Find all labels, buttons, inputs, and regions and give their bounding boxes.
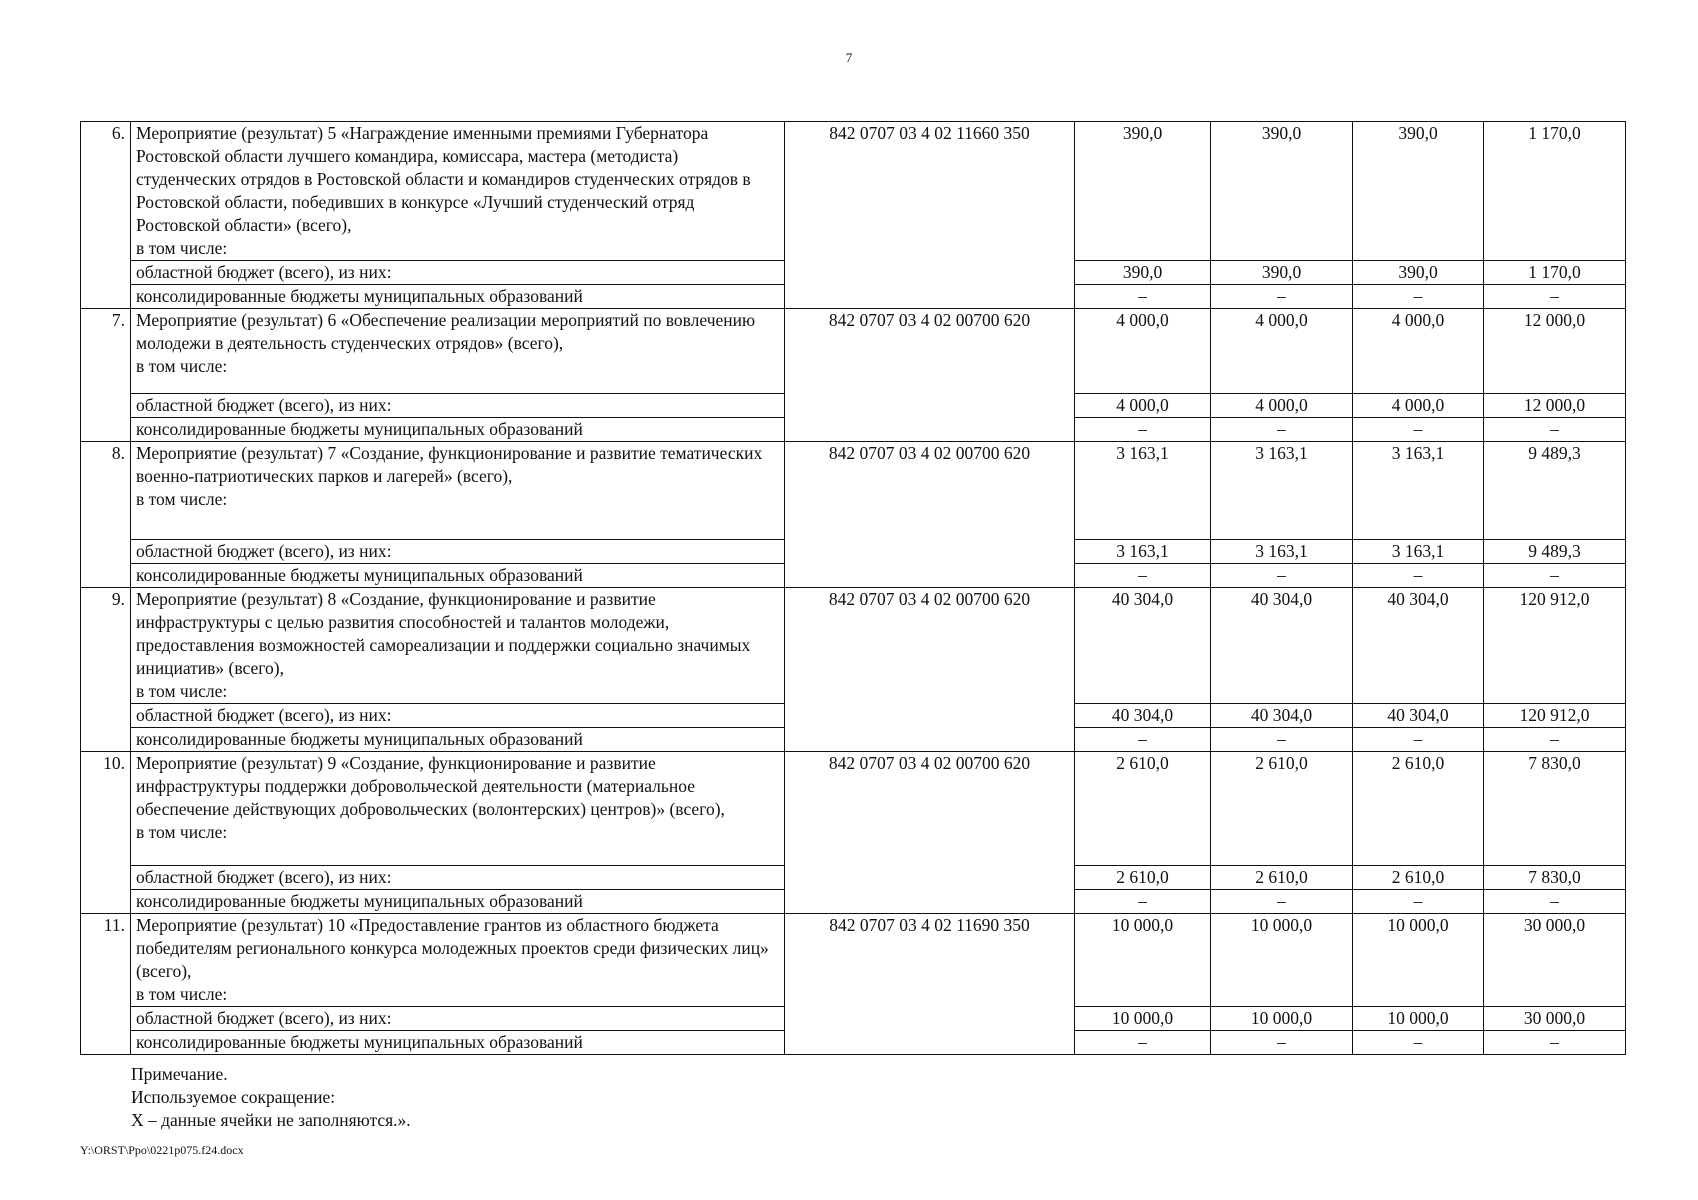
municipal-budget-label: консолидированные бюджеты муниципальных образований	[131, 285, 785, 309]
total-value: 10 000,0	[1211, 914, 1353, 1007]
regional-budget-label: областной бюджет (всего), из них:	[131, 704, 785, 728]
regional-budget-value: 7 830,0	[1484, 866, 1626, 890]
row-number: 11.	[81, 914, 131, 1055]
regional-budget-value: 2 610,0	[1075, 866, 1211, 890]
municipal-budget-value: –	[1211, 728, 1353, 752]
regional-budget-value: 4 000,0	[1211, 394, 1353, 418]
note	[131, 1063, 411, 1132]
municipal-budget-label: консолидированные бюджеты муниципальных образований	[131, 564, 785, 588]
regional-budget-value: 2 610,0	[1353, 866, 1484, 890]
municipal-budget-value: –	[1075, 1031, 1211, 1055]
total-value: 2 610,0	[1075, 752, 1211, 866]
total-value: 390,0	[1353, 122, 1484, 261]
municipal-budget-value: –	[1484, 564, 1626, 588]
municipal-budget-value: –	[1484, 285, 1626, 309]
municipal-budget-label: консолидированные бюджеты муниципальных образований	[131, 1031, 785, 1055]
row-number: 6.	[81, 122, 131, 309]
total-value: 390,0	[1211, 122, 1353, 261]
municipal-budget-value: –	[1353, 418, 1484, 442]
regional-budget-value: 30 000,0	[1484, 1007, 1626, 1031]
activity-row	[81, 752, 1626, 866]
municipal-budget-value: –	[1484, 890, 1626, 914]
regional-budget-value: 4 000,0	[1075, 394, 1211, 418]
regional-budget-value: 390,0	[1075, 261, 1211, 285]
note-abbrev-intro: Используемое сокращение:	[131, 1087, 336, 1107]
activity-title: Мероприятие (результат) 5 «Награждение именными премиями Губернатора Ростовской области лучшего командира, комиссара, мастера (методиста) студенческих отрядов в Ростовской области и командиров студенческих отрядов в Ростовской области, победивших в конкурсе «Лучший студенческий отряд Ростовской области» (всего),	[136, 123, 751, 235]
activity-row	[81, 914, 1626, 1007]
regional-budget-label: областной бюджет (всего), из них:	[131, 394, 785, 418]
municipal-budget-value: –	[1484, 418, 1626, 442]
municipal-budget-value: –	[1075, 564, 1211, 588]
regional-budget-label: областной бюджет (всего), из них:	[131, 1007, 785, 1031]
budget-code: 842 0707 03 4 02 00700 620	[785, 309, 1075, 442]
activity-name-cell	[131, 309, 785, 394]
total-value: 7 830,0	[1484, 752, 1626, 866]
activity-title-suffix: в том числе:	[136, 984, 228, 1004]
total-value: 4 000,0	[1075, 309, 1211, 394]
regional-budget-value: 1 170,0	[1484, 261, 1626, 285]
total-value: 1 170,0	[1484, 122, 1626, 261]
note-heading: Примечание.	[131, 1064, 228, 1084]
total-value: 2 610,0	[1353, 752, 1484, 866]
total-value: 3 163,1	[1353, 442, 1484, 540]
total-value: 390,0	[1075, 122, 1211, 261]
activity-title-suffix: в том числе:	[136, 489, 228, 509]
total-value: 3 163,1	[1075, 442, 1211, 540]
activity-name-cell	[131, 122, 785, 261]
activity-title: Мероприятие (результат) 9 «Создание, функционирование и развитие инфраструктуры поддержки добровольческой деятельности (материальное обеспечение действующих добровольческих (волонтерских) центров)» (всего),	[136, 753, 725, 819]
budget-code: 842 0707 03 4 02 00700 620	[785, 442, 1075, 588]
regional-budget-label: областной бюджет (всего), из них:	[131, 866, 785, 890]
municipal-budget-value: –	[1211, 564, 1353, 588]
activity-title-suffix: в том числе:	[136, 356, 228, 376]
total-value: 3 163,1	[1211, 442, 1353, 540]
municipal-budget-value: –	[1075, 418, 1211, 442]
regional-budget-value: 10 000,0	[1353, 1007, 1484, 1031]
municipal-budget-value: –	[1484, 1031, 1626, 1055]
total-value: 40 304,0	[1075, 588, 1211, 704]
regional-budget-value: 10 000,0	[1211, 1007, 1353, 1031]
activity-title: Мероприятие (результат) 7 «Создание, функционирование и развитие тематических военно-патриотических парков и лагерей» (всего),	[136, 443, 763, 486]
note-abbrev: Х – данные ячейки не заполняются.».	[131, 1110, 411, 1130]
regional-budget-value: 40 304,0	[1353, 704, 1484, 728]
municipal-budget-label: консолидированные бюджеты муниципальных образований	[131, 418, 785, 442]
activity-title: Мероприятие (результат) 10 «Предоставление грантов из областного бюджета победителям регионального конкурса молодежных проектов среди физических лиц» (всего),	[136, 915, 769, 981]
total-value: 30 000,0	[1484, 914, 1626, 1007]
budget-code: 842 0707 03 4 02 00700 620	[785, 588, 1075, 752]
total-value: 9 489,3	[1484, 442, 1626, 540]
regional-budget-value: 40 304,0	[1211, 704, 1353, 728]
municipal-budget-value: –	[1353, 1031, 1484, 1055]
regional-budget-value: 2 610,0	[1211, 866, 1353, 890]
total-value: 2 610,0	[1211, 752, 1353, 866]
budget-code: 842 0707 03 4 02 11690 350	[785, 914, 1075, 1055]
activity-title: Мероприятие (результат) 6 «Обеспечение реализации мероприятий по вовлечению молодежи в деятельность студенческих отрядов» (всего),	[136, 310, 756, 353]
regional-budget-value: 390,0	[1353, 261, 1484, 285]
activity-title-suffix: в том числе:	[136, 238, 228, 258]
total-value: 10 000,0	[1075, 914, 1211, 1007]
total-value: 12 000,0	[1484, 309, 1626, 394]
regional-budget-value: 40 304,0	[1075, 704, 1211, 728]
page-number: 7	[845, 50, 853, 65]
municipal-budget-value: –	[1353, 890, 1484, 914]
budget-table	[80, 121, 1626, 1055]
total-value: 10 000,0	[1353, 914, 1484, 1007]
regional-budget-value: 10 000,0	[1075, 1007, 1211, 1031]
regional-budget-label: областной бюджет (всего), из них:	[131, 261, 785, 285]
municipal-budget-value: –	[1211, 418, 1353, 442]
activity-name-cell	[131, 752, 785, 866]
activity-title: Мероприятие (результат) 8 «Создание, функционирование и развитие инфраструктуры с целью развития способностей и талантов молодежи, предоставления возможностей самореализации и поддержки социально значимых инициатив» (всего),	[136, 589, 751, 678]
municipal-budget-value: –	[1075, 285, 1211, 309]
regional-budget-value: 3 163,1	[1211, 540, 1353, 564]
regional-budget-value: 12 000,0	[1484, 394, 1626, 418]
municipal-budget-value: –	[1075, 728, 1211, 752]
activity-name-cell	[131, 588, 785, 704]
activity-title-suffix: в том числе:	[136, 681, 228, 701]
total-value: 40 304,0	[1211, 588, 1353, 704]
budget-code: 842 0707 03 4 02 00700 620	[785, 752, 1075, 914]
regional-budget-value: 390,0	[1211, 261, 1353, 285]
regional-budget-value: 9 489,3	[1484, 540, 1626, 564]
total-value: 4 000,0	[1211, 309, 1353, 394]
row-number: 7.	[81, 309, 131, 442]
activity-row	[81, 122, 1626, 261]
activity-name-cell	[131, 914, 785, 1007]
budget-table-body	[81, 122, 1626, 1055]
municipal-budget-label: консолидированные бюджеты муниципальных образований	[131, 728, 785, 752]
row-number: 8.	[81, 442, 131, 588]
regional-budget-value: 3 163,1	[1075, 540, 1211, 564]
municipal-budget-value: –	[1353, 728, 1484, 752]
file-path: Y:\ORST\Ppo\0221p075.f24.docx	[80, 1143, 244, 1157]
activity-row	[81, 588, 1626, 704]
municipal-budget-value: –	[1211, 1031, 1353, 1055]
municipal-budget-value: –	[1484, 728, 1626, 752]
regional-budget-value: 120 912,0	[1484, 704, 1626, 728]
municipal-budget-value: –	[1211, 890, 1353, 914]
activity-row	[81, 442, 1626, 540]
activity-title-suffix: в том числе:	[136, 822, 228, 842]
total-value: 4 000,0	[1353, 309, 1484, 394]
total-value: 40 304,0	[1353, 588, 1484, 704]
regional-budget-label: областной бюджет (всего), из них:	[131, 540, 785, 564]
regional-budget-value: 4 000,0	[1353, 394, 1484, 418]
total-value: 120 912,0	[1484, 588, 1626, 704]
municipal-budget-label: консолидированные бюджеты муниципальных образований	[131, 890, 785, 914]
municipal-budget-value: –	[1353, 285, 1484, 309]
municipal-budget-value: –	[1353, 564, 1484, 588]
activity-name-cell	[131, 442, 785, 540]
row-number: 10.	[81, 752, 131, 914]
row-number: 9.	[81, 588, 131, 752]
regional-budget-value: 3 163,1	[1353, 540, 1484, 564]
activity-row	[81, 309, 1626, 394]
municipal-budget-value: –	[1211, 285, 1353, 309]
municipal-budget-value: –	[1075, 890, 1211, 914]
budget-code: 842 0707 03 4 02 11660 350	[785, 122, 1075, 309]
